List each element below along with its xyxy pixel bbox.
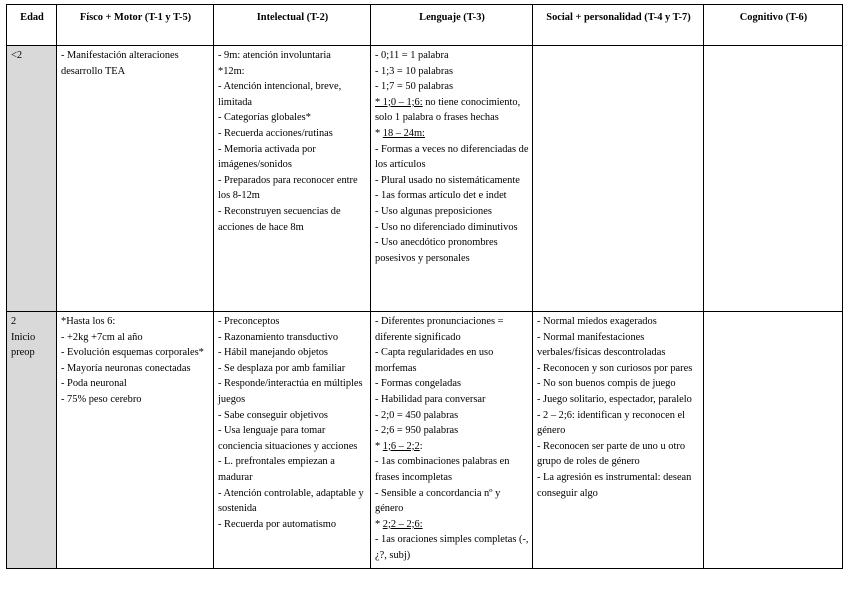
fisico-motor-cell xyxy=(57,312,214,569)
cell-line: - Atención intencional, breve, limitada xyxy=(218,81,342,108)
header-edad: Edad xyxy=(7,5,57,46)
cell-line: - 75% peso cerebro xyxy=(61,393,142,405)
cell-line: - Atención controlable, adaptable y sostenida xyxy=(218,487,364,515)
cell-line: - Reconocen ser parte de uno u otro grupo de roles de género xyxy=(537,440,686,468)
cell-line: - Mayoría neuronas conectadas xyxy=(61,362,191,374)
header-intelectual: Intelectual (T-2) xyxy=(214,5,371,46)
cell-line: - Formas a veces no diferenciadas de los artículos xyxy=(375,143,529,171)
cell-line: - Plural usado no sistemáticamente xyxy=(375,174,520,186)
cell-line: - Categorías globales* xyxy=(218,112,311,124)
cell-line: - 1as combinaciones palabras en frases incompletas xyxy=(375,456,510,483)
cell-line: - Recuerda acciones/rutinas xyxy=(218,127,333,139)
cell-line: * 1;0 – 1;6: no tiene conocimiento, solo 1 palabra o frases hechas xyxy=(375,96,521,124)
cell-line: - Reconocen y son curiosos por pares xyxy=(537,362,693,374)
cell-line: - 0;11 = 1 palabra xyxy=(375,50,449,61)
cell-line: * 2;2 – 2;6: xyxy=(375,518,423,530)
cell-line: - 1;3 = 10 palabras xyxy=(375,65,453,77)
cell-line: - +2kg +7cm al año xyxy=(61,331,143,343)
cell-line: - Memoria activada por imágenes/sonidos xyxy=(218,143,316,171)
cell-line: - 9m: atención involuntaria xyxy=(218,50,331,61)
underlined-range: 2;2 – 2;6: xyxy=(382,518,423,530)
intelectual-cell xyxy=(214,46,371,312)
cell-line: - Poda neuronal xyxy=(61,378,127,390)
cell-line: - Diferentes pronunciaciones = diferente significado xyxy=(375,316,504,343)
cell-line: * 1;6 – 2;2: xyxy=(375,440,423,452)
cell-line: - Uso no diferenciado diminutivos xyxy=(375,221,518,233)
cell-line: - 1as formas artículo det e indet xyxy=(375,190,507,202)
cell-line: - 1as oraciones simples completas (-, ¿?, subj) xyxy=(375,534,529,561)
cell-line: - Manifestación alteraciones desarrollo TEA xyxy=(61,50,179,77)
underlined-range: 18 – 24m: xyxy=(382,127,425,139)
cell-line: - Recuerda por automatismo xyxy=(218,518,337,530)
cell-line: - Normal miedos exagerados xyxy=(537,316,657,327)
age-cell xyxy=(7,312,57,569)
header-row xyxy=(7,5,843,46)
cell-line: - Capta regularidades en uso morfemas xyxy=(375,347,494,374)
cell-line: Inicio xyxy=(11,331,36,343)
intelectual-cell xyxy=(214,312,371,569)
table-row xyxy=(7,46,843,312)
cell-line: - Sabe conseguir objetivos xyxy=(218,409,328,421)
cell-line: - Hábil manejando objetos xyxy=(218,347,328,359)
cell-line: preop xyxy=(11,347,35,359)
cell-line: - La agresión es instrumental: desean conseguir algo xyxy=(537,471,692,499)
lenguaje-cell xyxy=(371,46,533,312)
header-fisico-motor: Físco + Motor (T-1 y T-5) xyxy=(57,5,214,46)
cell-line: - Responde/interactúa en múltiples juegos xyxy=(218,378,363,405)
cell-line: - Preconceptos xyxy=(218,316,280,327)
cell-line: - Juego solitario, espectador, paralelo xyxy=(537,393,692,405)
cell-line: - Uso algunas preposiciones xyxy=(375,205,492,217)
lenguaje-cell xyxy=(371,312,533,569)
cell-line: - Formas congeladas xyxy=(375,378,461,390)
cognitivo-cell xyxy=(704,312,843,569)
cell-line: - Razonamiento transductivo xyxy=(218,331,339,343)
cell-line: - Habilidad para conversar xyxy=(375,393,486,405)
cell-line: - 2;6 = 950 palabras xyxy=(375,425,459,437)
cell-line: - Uso anecdótico pronombres posesivos y personales xyxy=(375,237,498,264)
cell-line: - Reconstruyen secuencias de acciones de hace 8m xyxy=(218,205,341,233)
cell-line: - Se desplaza por amb familiar xyxy=(218,362,346,374)
cell-line: - Preparados para reconocer entre los 8-12m xyxy=(218,174,358,202)
cell-line: *12m: xyxy=(218,65,245,77)
cell-line: - Evolución esquemas corporales* xyxy=(61,347,204,359)
social-personalidad-cell xyxy=(533,46,704,312)
underlined-range: 1;6 – 2;2 xyxy=(382,440,420,452)
social-personalidad-cell xyxy=(533,312,704,569)
fisico-motor-cell xyxy=(57,46,214,312)
cell-line: 2 xyxy=(11,316,17,327)
cell-line: <2 xyxy=(11,50,23,61)
cell-line: - 2;0 = 450 palabras xyxy=(375,409,459,421)
cell-line: - Usa lenguaje para tomar conciencia situaciones y acciones xyxy=(218,425,358,452)
cell-line: - 2 – 2;6: identifican y reconocen el género xyxy=(537,409,686,437)
development-table xyxy=(6,4,843,569)
cell-line: - Sensible a concordancia nº y género xyxy=(375,487,501,515)
cognitivo-cell xyxy=(704,46,843,312)
cell-line: - 1;7 = 50 palabras xyxy=(375,81,453,93)
header-cognitivo: Cognitivo (T-6) xyxy=(704,5,843,46)
cell-line: - No son buenos compis de juego xyxy=(537,378,676,390)
header-social-personalidad: Social + personalidad (T-4 y T-7) xyxy=(533,5,704,46)
cell-line: - Normal manifestaciones verbales/físicas descontroladas xyxy=(537,331,666,359)
cell-line: * 18 – 24m: xyxy=(375,127,425,139)
table-row xyxy=(7,312,843,569)
header-lenguaje: Lenguaje (T-3) xyxy=(371,5,533,46)
age-cell xyxy=(7,46,57,312)
cell-line: - L. prefrontales empiezan a madurar xyxy=(218,456,335,483)
cell-line: *Hasta los 6: xyxy=(61,316,116,327)
underlined-range: * 1;0 – 1;6: xyxy=(375,96,423,108)
